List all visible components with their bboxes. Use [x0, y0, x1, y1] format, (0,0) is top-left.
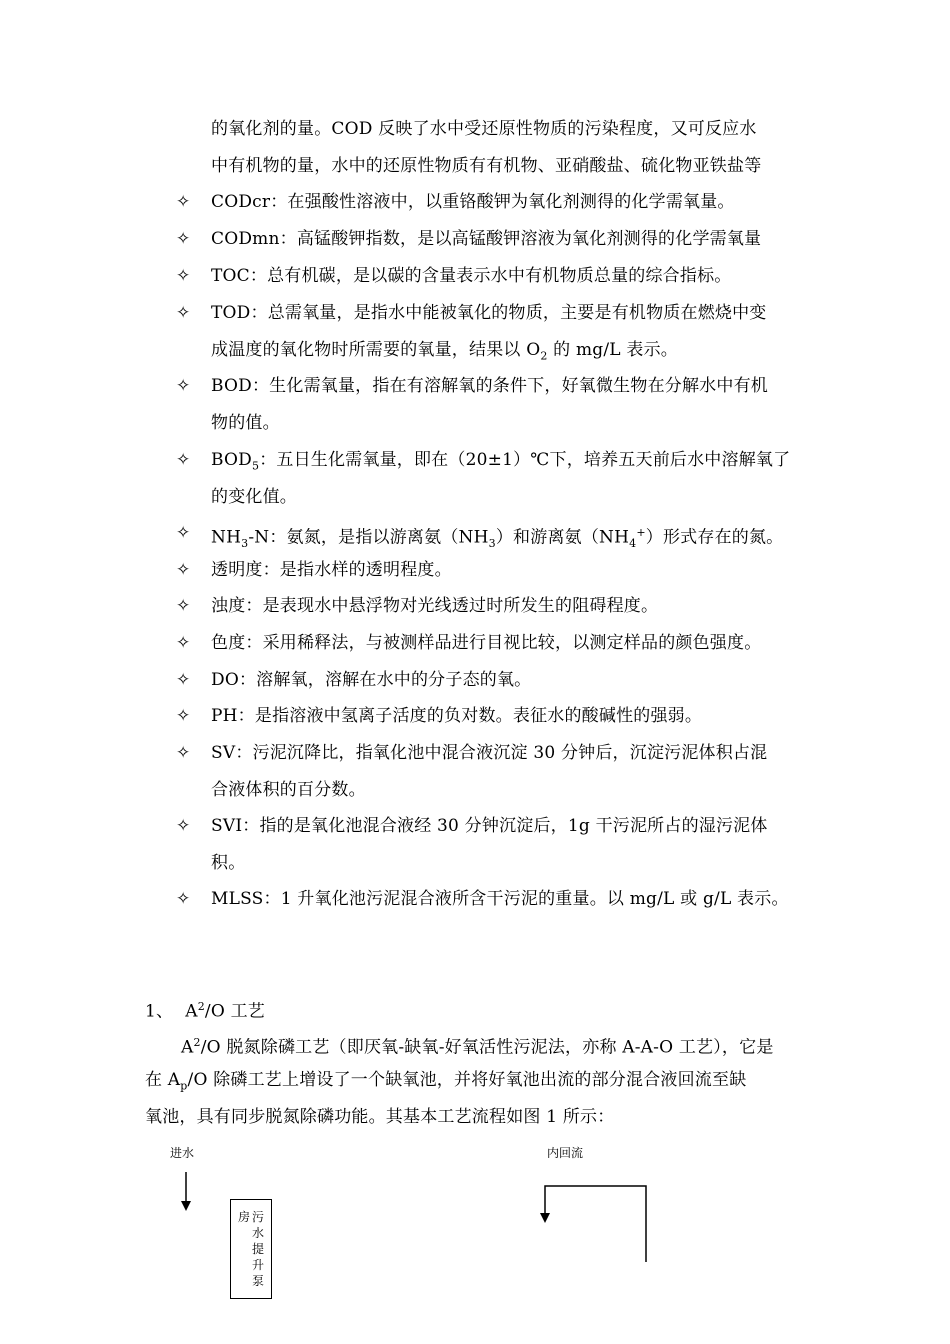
intro-line-1: 的氧化剂的量。COD 反映了水中受还原性物质的污染程度，又可反应水 — [211, 119, 757, 139]
def-nh3-sub-1: 3 — [241, 537, 249, 551]
section-number: 1、 — [145, 1001, 174, 1022]
bullet-icon: ✧ — [176, 706, 191, 726]
pump-label-col1: 房 — [238, 1210, 251, 1224]
section-title-b: /O 工艺 — [204, 1001, 265, 1022]
def-tod-text-a: 成温度的氧化物时所需要的氧量，结果以 O — [211, 340, 541, 360]
bullet-icon: ✧ — [176, 889, 191, 909]
bullet-icon: ✧ — [176, 229, 191, 249]
def-tod-text-b: 的 mg/L 表示。 — [547, 340, 678, 360]
bullet-icon: ✧ — [176, 633, 191, 653]
def-tod-subscript: 2 — [540, 349, 548, 363]
bullet-icon: ✧ — [176, 670, 191, 690]
def-bod5-text-b: ：五日生化需氧量，即在（20±1）℃下，培养五天前后水中溶解氧了 — [259, 450, 791, 470]
bullet-icon: ✧ — [176, 266, 191, 286]
inflow-label: 进水 — [170, 1146, 195, 1160]
def-bod5-line2: 的变化值。 — [211, 487, 297, 507]
section-title-sup: 2 — [197, 1000, 205, 1013]
def-do: DO：溶解氧，溶解在水中的分子态的氧。 — [211, 670, 532, 690]
def-tod-line1: TOD：总需氧量，是指水中能被氧化的物质，主要是有机物质在燃烧中变 — [211, 303, 767, 323]
pump-label-col2: 污水提升泵 — [252, 1210, 265, 1288]
def-bod5-text-a: BOD — [211, 450, 252, 470]
def-transparency: 透明度：是指水样的透明程度。 — [211, 560, 452, 580]
def-nh3-text-b: -N：氨氮，是指以游离氨（NH — [248, 527, 489, 548]
def-color: 色度：采用稀释法，与被测样品进行目视比较，以测定样品的颜色强度。 — [211, 633, 762, 653]
bullet-icon: ✧ — [176, 450, 191, 470]
inflow-arrow — [181, 1172, 191, 1211]
def-nh3-sup: + — [636, 526, 646, 539]
intro-line-2: 中有机物的量，水中的还原性物质有有机物、亚硝酸盐、硫化物亚铁盐等 — [211, 156, 762, 176]
lift-pump-box — [230, 1199, 272, 1299]
def-bod5-subscript: 5 — [251, 459, 260, 473]
def-nh3-sub-2: 3 — [488, 537, 496, 551]
def-ph: PH：是指溶液中氢离子活度的负对数。表征水的酸碱性的强弱。 — [211, 706, 703, 726]
bullet-icon: ✧ — [176, 560, 191, 580]
def-svi-line1: SVI：指的是氧化池混合液经 30 分钟沉淀后，1g 干污泥所占的湿污泥体 — [211, 816, 768, 836]
section-para2-a: 在 A — [145, 1070, 181, 1090]
bullet-icon: ✧ — [176, 743, 191, 763]
def-toc: TOC：总有机碳，是以碳的含量表示水中有机物质总量的综合指标。 — [211, 266, 732, 286]
section-para-a: A — [181, 1037, 194, 1058]
bullet-icon: ✧ — [176, 192, 191, 212]
section-para2-b: /O 除磷工艺上增设了一个缺氧池，并将好氧池出流的部分混合液回流至缺 — [187, 1070, 747, 1090]
bullet-icon: ✧ — [176, 523, 191, 543]
bullet-icon: ✧ — [176, 376, 191, 396]
section-para2-sub: p — [180, 1079, 188, 1093]
def-bod-line2: 物的值。 — [211, 413, 280, 433]
section-title-a: A — [185, 1001, 198, 1022]
def-nh3-sub-3: 4 — [629, 537, 637, 551]
bullet-icon: ✧ — [176, 816, 191, 836]
def-mlss: MLSS：1 升氧化池污泥混合液所含干污泥的重量。以 mg/L 或 g/L 表示。 — [211, 889, 789, 909]
def-nh3-text-a: NH — [211, 527, 242, 548]
section-para-sup: 2 — [193, 1036, 201, 1049]
bullet-icon: ✧ — [176, 596, 191, 616]
def-turbidity: 浊度：是表现水中悬浮物对光线透过时所发生的阻碍程度。 — [211, 596, 659, 616]
internal-reflux-arrow — [540, 1186, 646, 1262]
def-sv-line1: SV：污泥沉降比，指氧化池中混合液沉淀 30 分钟后，沉淀污泥体积占混 — [211, 743, 768, 763]
def-bod-line1: BOD：生化需氧量，指在有溶解氧的条件下，好氧微生物在分解水中有机 — [211, 376, 768, 396]
section-para-line3: 氧池，具有同步脱氮除磷功能。其基本工艺流程如图 1 所示： — [145, 1107, 615, 1127]
def-codmn: CODmn：高锰酸钾指数，是以高锰酸钾溶液为氧化剂测得的化学需氧量 — [211, 229, 762, 249]
def-nh3-text-d: ）形式存在的氮。 — [645, 527, 784, 548]
def-codcr: CODcr：在强酸性溶液中，以重铬酸钾为氧化剂测得的化学需氧量。 — [211, 192, 735, 212]
bullet-icon: ✧ — [176, 303, 191, 323]
section-para-b: /O 脱氮除磷工艺（即厌氧-缺氧-好氧活性污泥法，亦称 A-A-O 工艺），它是 — [200, 1037, 774, 1058]
def-svi-line2: 积。 — [211, 853, 246, 873]
def-nh3-text-c: ）和游离氨（NH — [495, 527, 630, 548]
def-sv-line2: 合液体积的百分数。 — [211, 780, 366, 800]
internal-reflux-label: 内回流 — [547, 1146, 584, 1160]
